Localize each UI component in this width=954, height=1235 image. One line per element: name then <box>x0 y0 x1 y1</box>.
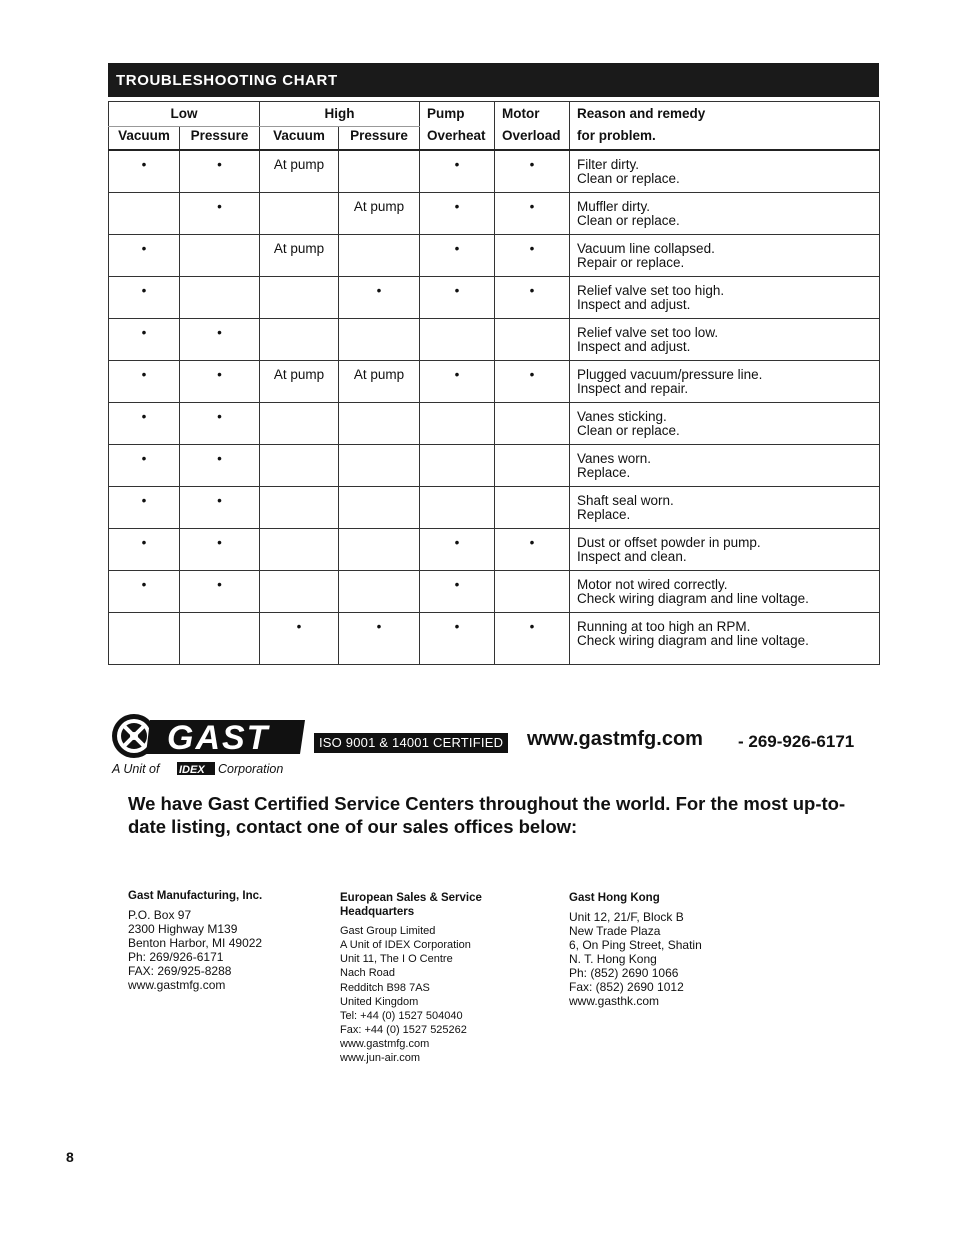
cell-high-vacuum: At pump <box>260 360 339 402</box>
table-row <box>109 318 880 360</box>
header-high-vacuum: Vacuum <box>260 127 339 151</box>
remedy-text: Clean or replace. <box>577 171 680 186</box>
office-name <box>340 891 482 919</box>
table-row <box>109 276 880 318</box>
cell-low-vacuum: • <box>109 234 180 276</box>
office-name-line: Headquarters <box>340 906 415 919</box>
header-low-vacuum: Vacuum <box>109 127 180 151</box>
phone-number: - 269-926-6171 <box>738 732 855 751</box>
office-name-line: European Sales & Service <box>340 892 482 904</box>
cell-low-pressure: • <box>180 528 260 570</box>
header-pump: Pump <box>420 102 495 127</box>
office-line: United Kingdom <box>340 995 419 1008</box>
cell-high-vacuum <box>260 570 339 612</box>
cell-low-pressure: • <box>180 150 260 192</box>
cell-high-vacuum <box>260 402 339 444</box>
cell-low-pressure <box>180 612 260 664</box>
cell-pump-overheat <box>420 402 495 444</box>
remedy-text: Inspect and adjust. <box>577 338 691 354</box>
cell-high-vacuum <box>260 318 339 360</box>
reason-text: Plugged vacuum/pressure line. <box>577 366 763 382</box>
header-overheat: Overheat <box>420 127 495 151</box>
office-line: Unit 11, The I O Centre <box>340 953 453 966</box>
cell-low-pressure <box>180 276 260 318</box>
cell-motor-overload: • <box>495 192 570 234</box>
cell-low-vacuum: • <box>109 402 180 444</box>
cell-high-pressure: • <box>339 612 420 664</box>
cell-low-pressure: • <box>180 192 260 234</box>
cell-high-pressure <box>339 570 420 612</box>
header-for-problem: for problem. <box>570 127 880 151</box>
table-row <box>109 528 880 570</box>
cell-high-pressure <box>339 150 420 192</box>
cell-high-pressure <box>339 318 420 360</box>
cell-motor-overload <box>495 444 570 486</box>
cell-high-pressure <box>339 486 420 528</box>
table-row <box>109 192 880 234</box>
cell-high-pressure: At pump <box>339 192 420 234</box>
table-row <box>109 444 880 486</box>
cell-pump-overheat: • <box>420 612 495 664</box>
office-website-link[interactable]: www.jun-air.com <box>340 1052 421 1065</box>
cell-reason-remedy <box>570 318 880 360</box>
office-line: N. T. Hong Kong <box>569 952 657 966</box>
reason-text: Vanes worn. <box>577 450 652 466</box>
office-website-link[interactable]: www.gastmfg.com <box>128 978 226 992</box>
office-line: Unit 12, 21/F, Block B <box>569 910 684 924</box>
cell-reason-remedy <box>570 192 880 234</box>
cell-reason-remedy <box>570 234 880 276</box>
troubleshooting-table <box>108 101 880 665</box>
cell-high-pressure: • <box>339 276 420 318</box>
remedy-text: Clean or replace. <box>577 212 680 228</box>
cell-high-vacuum: At pump <box>260 150 339 192</box>
remedy-text: Repair or replace. <box>577 254 685 270</box>
office-line: New Trade Plaza <box>569 924 661 938</box>
office-line: A Unit of IDEX Corporation <box>340 939 471 952</box>
office-line: Benton Harbor, MI 49022 <box>128 936 263 950</box>
cell-high-vacuum <box>260 444 339 486</box>
cell-high-vacuum: • <box>260 612 339 664</box>
reason-text: Relief valve set too high. <box>577 282 725 298</box>
office-line: Ph: 269/926-6171 <box>128 950 224 964</box>
cell-low-vacuum: • <box>109 486 180 528</box>
logo-tagline-prefix: A Unit of <box>112 762 160 776</box>
cell-low-vacuum: • <box>109 276 180 318</box>
table-row <box>109 402 880 444</box>
cell-pump-overheat <box>420 318 495 360</box>
remedy-text: Clean or replace. <box>577 422 680 438</box>
cell-reason-remedy <box>570 612 880 664</box>
office-name: Gast Hong Kong <box>569 892 660 904</box>
office-website-link[interactable]: www.gastmfg.com <box>340 1037 430 1050</box>
office-european-hq <box>340 891 482 1065</box>
table-group-header-row <box>109 102 880 127</box>
header-low-pressure: Pressure <box>180 127 260 151</box>
cell-high-vacuum <box>260 276 339 318</box>
iso-certified-badge: ISO 9001 & 14001 CERTIFIED <box>314 733 508 753</box>
cell-reason-remedy <box>570 570 880 612</box>
cell-pump-overheat: • <box>420 192 495 234</box>
office-gast-manufacturing <box>128 889 262 992</box>
cell-low-pressure <box>180 234 260 276</box>
cell-reason-remedy <box>570 150 880 192</box>
reason-text: Relief valve set too low. <box>577 324 719 340</box>
cell-low-vacuum: • <box>109 318 180 360</box>
table-row <box>109 570 880 612</box>
cell-low-vacuum: • <box>109 150 180 192</box>
remedy-text: Check wiring diagram and line voltage. <box>577 590 809 606</box>
cell-high-pressure <box>339 402 420 444</box>
office-gast-hong-kong <box>569 891 702 1008</box>
cell-pump-overheat: • <box>420 150 495 192</box>
cell-high-pressure <box>339 528 420 570</box>
cell-pump-overheat: • <box>420 570 495 612</box>
reason-text: Muffler dirty. <box>577 198 651 214</box>
office-line: Nach Road <box>340 967 396 980</box>
cell-motor-overload <box>495 570 570 612</box>
office-name: Gast Manufacturing, Inc. <box>128 890 263 902</box>
cell-low-vacuum: • <box>109 444 180 486</box>
table-row <box>109 150 880 192</box>
cell-low-vacuum <box>109 192 180 234</box>
office-line: 2300 Highway M139 <box>128 922 238 936</box>
service-centers-message: We have Gast Certified Service Centers throughout the world. For the most up-to-date listing, contact one of our sales offices below: <box>128 793 846 837</box>
office-line: Gast Group Limited <box>340 925 436 938</box>
table-row <box>109 360 880 402</box>
cell-motor-overload: • <box>495 612 570 664</box>
reason-text: Motor not wired correctly. <box>577 576 728 592</box>
cell-low-pressure: • <box>180 570 260 612</box>
table-row <box>109 234 880 276</box>
office-line: FAX: 269/925-8288 <box>128 964 232 978</box>
cell-motor-overload: • <box>495 360 570 402</box>
cell-high-vacuum: At pump <box>260 234 339 276</box>
reason-text: Vanes sticking. <box>577 408 667 424</box>
cell-motor-overload: • <box>495 528 570 570</box>
office-line: P.O. Box 97 <box>128 908 192 922</box>
cell-motor-overload <box>495 318 570 360</box>
reason-text: Shaft seal worn. <box>577 492 674 508</box>
office-line: Fax: +44 (0) 1527 525262 <box>340 1023 467 1036</box>
reason-text: Vacuum line collapsed. <box>577 240 715 256</box>
header-low: Low <box>109 102 260 127</box>
cell-low-vacuum: • <box>109 528 180 570</box>
header-reason: Reason and remedy <box>570 102 880 127</box>
cell-pump-overheat: • <box>420 234 495 276</box>
cell-high-pressure <box>339 234 420 276</box>
logo-tagline-brand: IDEX <box>179 764 205 776</box>
cell-low-pressure: • <box>180 360 260 402</box>
chart-title: TROUBLESHOOTING CHART <box>108 63 879 97</box>
office-line: Fax: (852) 2690 1012 <box>569 980 684 994</box>
cell-low-pressure: • <box>180 318 260 360</box>
cell-reason-remedy <box>570 276 880 318</box>
office-website-link[interactable]: www.gasthk.com <box>569 994 660 1008</box>
cell-motor-overload <box>495 486 570 528</box>
cell-pump-overheat <box>420 444 495 486</box>
cell-pump-overheat: • <box>420 276 495 318</box>
remedy-text: Replace. <box>577 506 631 522</box>
cell-reason-remedy <box>570 444 880 486</box>
table-row <box>109 612 880 664</box>
header-high: High <box>260 102 420 127</box>
page-number: 8 <box>66 1149 74 1165</box>
remedy-text: Inspect and repair. <box>577 380 689 396</box>
cell-low-pressure: • <box>180 402 260 444</box>
reason-text: Filter dirty. <box>577 157 640 172</box>
office-line: Redditch B98 7AS <box>340 981 430 994</box>
logo-tagline-suffix: Corporation <box>218 762 284 776</box>
cell-pump-overheat <box>420 486 495 528</box>
header-high-pressure: Pressure <box>339 127 420 151</box>
logo-word: GAST <box>167 719 270 757</box>
header-motor: Motor <box>495 102 570 127</box>
office-line: Tel: +44 (0) 1527 504040 <box>340 1009 463 1022</box>
cell-high-pressure <box>339 444 420 486</box>
reason-text: Running at too high an RPM. <box>577 618 751 634</box>
cell-reason-remedy <box>570 486 880 528</box>
cell-low-vacuum: • <box>109 360 180 402</box>
cell-reason-remedy <box>570 360 880 402</box>
cell-high-vacuum <box>260 192 339 234</box>
reason-text: Dust or offset powder in pump. <box>577 534 761 550</box>
cell-reason-remedy <box>570 528 880 570</box>
cell-pump-overheat: • <box>420 360 495 402</box>
cell-motor-overload: • <box>495 276 570 318</box>
cell-high-pressure: At pump <box>339 360 420 402</box>
remedy-text: Inspect and clean. <box>577 548 687 564</box>
gast-logo <box>110 712 305 776</box>
cell-motor-overload: • <box>495 234 570 276</box>
cell-low-vacuum <box>109 612 180 664</box>
remedy-text: Replace. <box>577 464 631 480</box>
table-sub-header-row <box>109 127 880 151</box>
header-overload: Overload <box>495 127 570 151</box>
cell-high-vacuum <box>260 486 339 528</box>
cell-low-vacuum: • <box>109 570 180 612</box>
website-link[interactable]: www.gastmfg.com <box>527 728 703 750</box>
office-line: 6, On Ping Street, Shatin <box>569 938 702 952</box>
cell-reason-remedy <box>570 402 880 444</box>
cell-pump-overheat: • <box>420 528 495 570</box>
remedy-text: Check wiring diagram and line voltage. <box>577 632 809 648</box>
cell-high-vacuum <box>260 528 339 570</box>
cell-low-pressure: • <box>180 486 260 528</box>
cell-motor-overload: • <box>495 150 570 192</box>
remedy-text: Inspect and adjust. <box>577 296 691 312</box>
office-line: Ph: (852) 2690 1066 <box>569 966 679 980</box>
table-row <box>109 486 880 528</box>
cell-motor-overload <box>495 402 570 444</box>
cell-low-pressure: • <box>180 444 260 486</box>
